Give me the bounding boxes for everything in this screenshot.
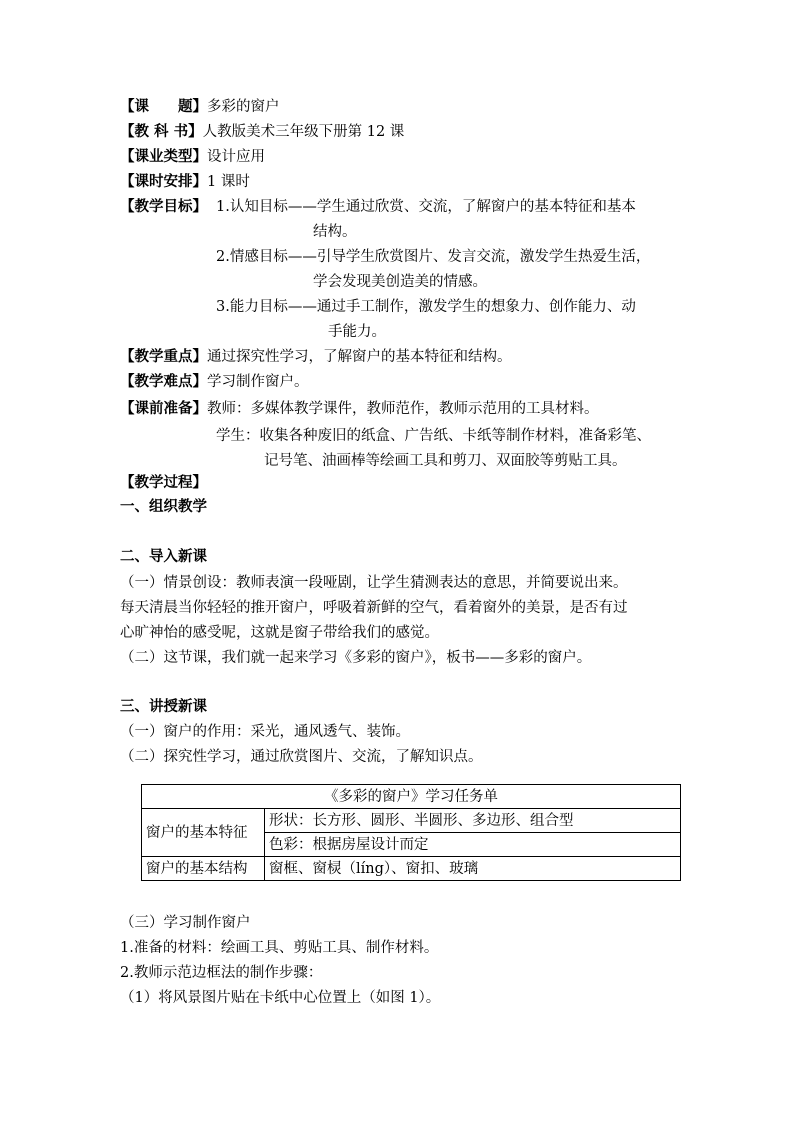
objective-1-line1: 1.认知目标——学生通过欣赏、交流，了解窗户的基本特征和基本: [216, 199, 636, 215]
topic-label: 【课 题】: [120, 98, 207, 115]
section-2-para-1: （一）情景创设：教师表演一段哑剧，让学生猜测表达的意思，并简要说出来。: [120, 575, 628, 591]
hours-label: 【课时安排】: [120, 173, 207, 190]
section-3-para-5: 2.教师示范边框法的制作步骤：: [120, 965, 323, 981]
type-value: 设计应用: [207, 149, 265, 165]
section-3-para-4: 1.准备的材料：绘画工具、剪贴工具、制作材料。: [120, 940, 439, 956]
header-row-textbook: [120, 122, 404, 142]
difficulty-row: [120, 372, 309, 392]
process-title: 【教学过程】: [120, 474, 207, 491]
textbook-label: 【教 科 书】: [120, 123, 203, 140]
table-row: [142, 857, 681, 881]
objective-1-line2: 结构。: [313, 224, 357, 240]
objective-2-line2: 学会发现美创造美的情感。: [313, 274, 487, 290]
section-1-title: 一、组织教学: [120, 498, 207, 515]
section-2-para-4: （二）这节课，我们就一起来学习《多彩的窗户》，板书——多彩的窗户。: [120, 650, 592, 666]
type-label: 【课业类型】: [120, 148, 207, 165]
key-point-row: [120, 347, 512, 367]
basic-structure-header: 窗户的基本结构: [142, 857, 265, 881]
table-row: [142, 809, 681, 833]
objectives-label: 【教学目标】: [120, 198, 207, 215]
section-3-para-3: （三）学习制作窗户: [120, 915, 251, 931]
objective-3-line2: 手能力。: [328, 324, 386, 340]
key-point-label: 【教学重点】: [120, 348, 207, 365]
preparation-row: [120, 399, 599, 419]
preparation-student-line1: 学生：收集各种废旧的纸盒、广告纸、卡纸等制作材料，准备彩笔、: [216, 428, 651, 444]
difficulty-value: 学习制作窗户。: [207, 374, 309, 390]
preparation-teacher: 教师：多媒体教学课件，教师范作，教师示范用的工具材料。: [207, 401, 599, 417]
section-3-para-6: （1）将风景图片贴在卡纸中心位置上（如图 1）。: [120, 990, 441, 1006]
section-3-para-1: （一）窗户的作用：采光，通风透气、装饰。: [120, 724, 410, 740]
header-row-hours: [120, 172, 250, 192]
preparation-label: 【课前准备】: [120, 400, 207, 417]
structure-cell: 窗框、窗棂（líng）、窗扣、玻璃: [265, 857, 681, 881]
task-sheet-title: 《多彩的窗户》学习任务单: [142, 785, 681, 809]
preparation-student-line2: 记号笔、油画棒等绘画工具和剪刀、双面胶等剪贴工具。: [264, 453, 627, 469]
color-cell: 色彩：根据房屋设计而定: [265, 833, 681, 857]
section-2-para-3: 心旷神怡的感受呢，这就是窗子带给我们的感觉。: [120, 625, 439, 641]
header-row-topic: [120, 97, 280, 117]
hours-value: 1 课时: [207, 174, 250, 190]
task-sheet-table: [141, 784, 681, 881]
shape-cell: 形状：长方形、圆形、半圆形、多边形、组合型: [265, 809, 681, 833]
header-row-type: [120, 147, 265, 167]
topic-value: 多彩的窗户: [207, 99, 280, 115]
basic-features-header: 窗户的基本特征: [142, 809, 265, 857]
difficulty-label: 【教学难点】: [120, 373, 207, 390]
objective-2-line1: 2.情感目标——引导学生欣赏图片、发言交流，激发学生热爱生活，: [216, 249, 651, 265]
key-point-value: 通过探究性学习，了解窗户的基本特征和结构。: [207, 349, 512, 365]
textbook-value: 人教版美术三年级下册第 12 课: [202, 124, 405, 140]
section-3-para-2: （二）探究性学习，通过欣赏图片、交流，了解知识点。: [120, 749, 483, 765]
objective-3-line1: 3.能力目标——通过手工制作，激发学生的想象力、创作能力、动: [216, 299, 636, 315]
section-3-title: 三、讲授新课: [120, 698, 207, 715]
section-2-title: 二、导入新课: [120, 548, 207, 565]
table-row: [142, 785, 681, 809]
section-2-para-2: 每天清晨当你轻轻的推开窗户，呼吸着新鲜的空气，看着窗外的美景，是否有过: [120, 600, 628, 616]
